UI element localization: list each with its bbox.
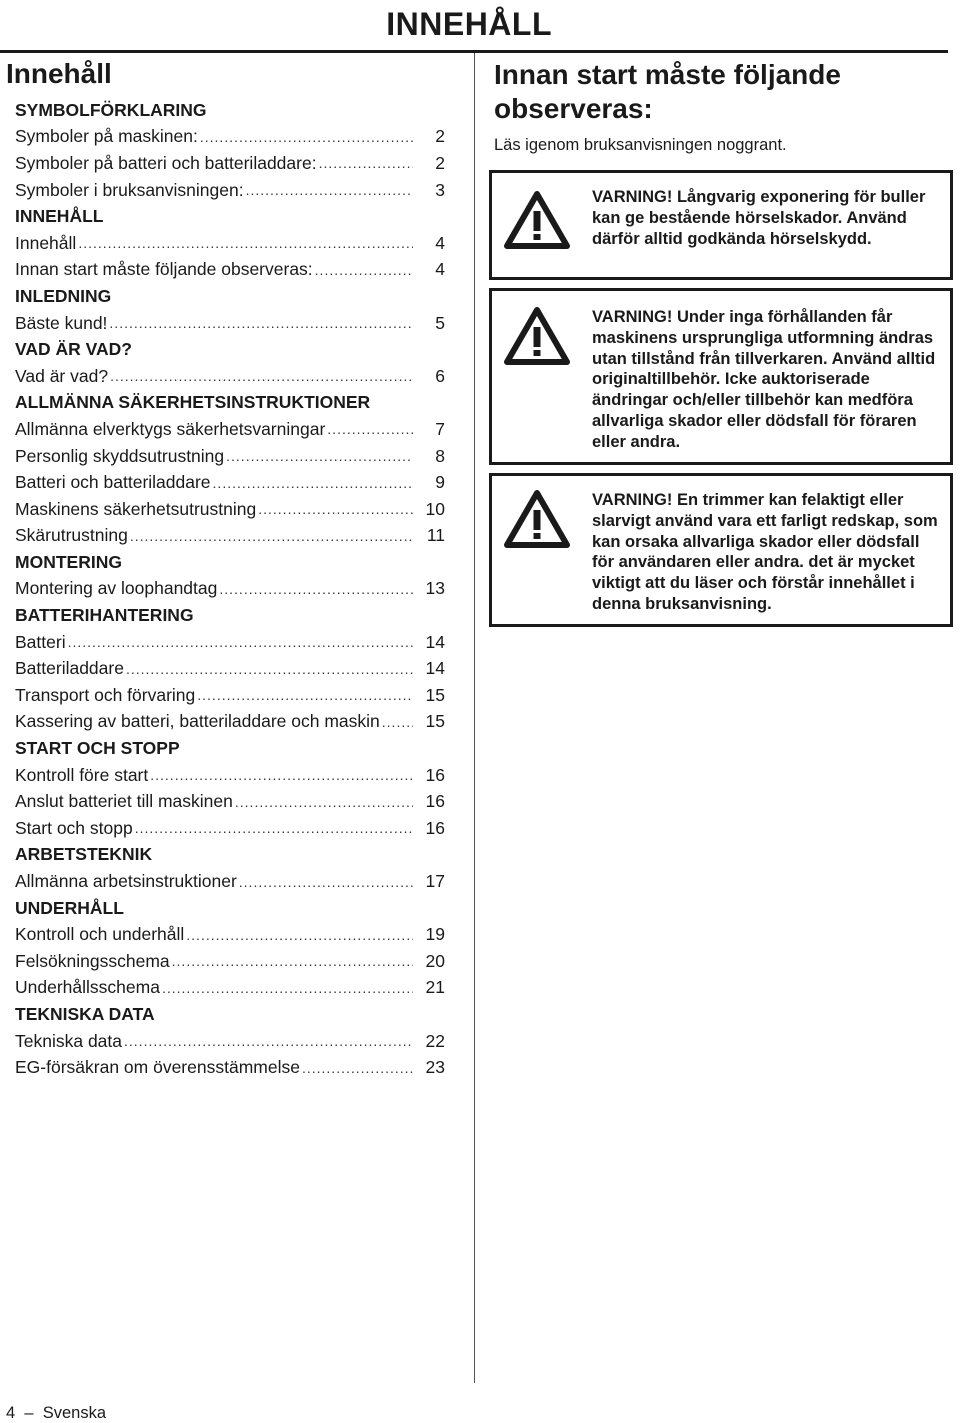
- toc-entry[interactable]: [15, 496, 445, 523]
- toc-entry[interactable]: [15, 709, 445, 736]
- toc-dot-leader: [219, 581, 413, 597]
- toc-dot-leader: [172, 953, 413, 969]
- toc-list: [15, 97, 445, 1081]
- toc-entry-title: Personlig skyddsutrustning: [15, 445, 225, 466]
- toc-dot-leader: [130, 528, 413, 544]
- toc-page-number: 20: [425, 950, 445, 971]
- toc-dot-leader: [213, 475, 413, 491]
- toc-entry[interactable]: [15, 469, 445, 496]
- toc-entry-title: Symboler på batteri och batteriladdare:: [15, 152, 317, 173]
- toc-page-number: 2: [435, 152, 445, 173]
- toc-dot-leader: [186, 927, 413, 943]
- warning-label: VARNING!: [592, 188, 673, 206]
- toc-entry[interactable]: [15, 150, 445, 177]
- toc-entry[interactable]: [15, 257, 445, 284]
- toc-section-heading: [15, 283, 445, 310]
- toc-entry[interactable]: [15, 762, 445, 789]
- toc-page-number: 23: [425, 1057, 445, 1078]
- toc-entry-title: ARBETSTEKNIK: [15, 844, 153, 865]
- toc-page-number: 15: [425, 711, 445, 732]
- toc-entry-title: Kontroll och underhåll: [15, 924, 185, 945]
- toc-entry[interactable]: [15, 682, 445, 709]
- toc-entry-title: Anslut batteriet till maskinen: [15, 791, 233, 812]
- toc-entry-title: Felsökningsschema: [15, 950, 170, 971]
- toc-entry[interactable]: [15, 788, 445, 815]
- toc-page-number: 16: [425, 764, 445, 785]
- toc-page-number: 3: [435, 179, 445, 200]
- warning-box-danger: [489, 473, 953, 627]
- toc-entry-title: Allmänna arbetsinstruktioner: [15, 871, 237, 892]
- toc-entry-title: TEKNISKA DATA: [15, 1003, 155, 1024]
- toc-page-number: 4: [435, 259, 445, 280]
- toc-dot-leader: [319, 155, 413, 171]
- toc-section-heading: [15, 842, 445, 869]
- toc-entry-title: Innan start måste följande observeras:: [15, 259, 313, 280]
- toc-page-number: 22: [425, 1030, 445, 1051]
- warning-body: En trimmer kan felaktigt eller slarvigt använd vara ett farligt redskap, som kan orsaka allvarliga skador eller dödsfall för användaren eller andra. det är mycket viktigt att du läser och förstår innehållet i denna bruksanvisning.: [592, 491, 938, 613]
- toc-dot-leader: [302, 1060, 413, 1076]
- toc-entry-title: INNEHÅLL: [15, 206, 104, 227]
- warning-text-modification: [592, 307, 940, 453]
- toc-dot-leader: [126, 661, 413, 677]
- toc-page-number: 19: [425, 924, 445, 945]
- toc-page-number: 15: [425, 684, 445, 705]
- toc-entry-title: SYMBOLFÖRKLARING: [15, 99, 207, 120]
- toc-entry-title: Underhållsschema: [15, 977, 160, 998]
- toc-dot-leader: [150, 767, 413, 783]
- toc-section-heading: [15, 895, 445, 922]
- warning-label: VARNING!: [592, 308, 673, 326]
- toc-page-number: 14: [425, 658, 445, 679]
- before-start-section: [494, 58, 956, 155]
- toc-dot-leader: [124, 1033, 413, 1049]
- warning-box-modification: [489, 288, 953, 465]
- toc-dot-leader: [68, 634, 413, 650]
- toc-entry-title: UNDERHÅLL: [15, 897, 124, 918]
- toc-page-number: 5: [435, 312, 445, 333]
- footer-page-number: 4: [6, 1404, 16, 1422]
- toc-entry-title: Symboler på maskinen:: [15, 126, 198, 147]
- toc-entry-title: INLEDNING: [15, 285, 112, 306]
- toc-page-number: 7: [435, 418, 445, 439]
- toc-entry[interactable]: [15, 124, 445, 151]
- toc-page-number: 11: [426, 525, 445, 546]
- page-section-title: INNEHÅLL: [386, 6, 552, 42]
- toc-section-heading: [15, 735, 445, 762]
- before-start-intro: Läs igenom bruksanvisningen noggrant.: [494, 136, 787, 154]
- toc-entry-title: START OCH STOPP: [15, 738, 180, 759]
- toc-entry[interactable]: [15, 868, 445, 895]
- toc-page-number: 21: [425, 977, 445, 998]
- toc-entry-title: Symboler i bruksanvisningen:: [15, 179, 244, 200]
- toc-page-number: 8: [435, 445, 445, 466]
- toc-dot-leader: [327, 421, 413, 437]
- toc-entry[interactable]: [15, 948, 445, 975]
- toc-section-heading: [15, 1001, 445, 1028]
- toc-dot-leader: [235, 794, 413, 810]
- toc-entry[interactable]: [15, 1028, 445, 1055]
- toc-entry-title: Batteri: [15, 631, 66, 652]
- toc-entry-title: Start och stopp: [15, 817, 133, 838]
- toc-entry-title: Batteriladdare: [15, 658, 124, 679]
- toc-entry[interactable]: [15, 975, 445, 1002]
- warning-text-hearing: [592, 187, 940, 249]
- toc-page-number: 9: [435, 472, 445, 493]
- toc-dot-leader: [197, 687, 413, 703]
- toc-page-number: 2: [435, 126, 445, 147]
- toc-entry-title: Montering av loophandtag: [15, 578, 218, 599]
- warning-body: Långvarig exponering för buller kan ge bestående hörselskador. Använd därför alltid godkända hörselskydd.: [592, 188, 926, 248]
- toc-page-number: 14: [425, 631, 445, 652]
- toc-page-number: 6: [435, 365, 445, 386]
- toc-page-number: 16: [425, 817, 445, 838]
- warning-text-danger: [592, 490, 940, 615]
- toc-entry[interactable]: [15, 1054, 445, 1081]
- page-footer: [6, 1404, 106, 1423]
- toc-page-number: 16: [425, 791, 445, 812]
- toc-entry[interactable]: [15, 576, 445, 603]
- toc-entry-title: BATTERIHANTERING: [15, 605, 194, 626]
- toc-entry-title: Tekniska data: [15, 1030, 123, 1051]
- toc-dot-leader: [315, 262, 413, 278]
- toc-dot-leader: [135, 820, 413, 836]
- toc-section-heading: [15, 390, 445, 417]
- toc-entry-title: Bäste kund!: [15, 312, 108, 333]
- before-start-title: Innan start måste följande observeras:: [494, 59, 841, 124]
- toc-entry-title: VAD ÄR VAD?: [15, 339, 132, 360]
- toc-section-heading: [15, 336, 445, 363]
- toc-page-number: 4: [435, 232, 445, 253]
- toc-entry-title: Vad är vad?: [15, 365, 109, 386]
- toc-page-number: 13: [425, 578, 445, 599]
- toc-page-number: 10: [425, 498, 445, 519]
- toc-section-heading: [15, 97, 445, 124]
- toc-section-heading: [15, 602, 445, 629]
- toc-entry-title: Allmänna elverktygs säkerhetsvarningar: [15, 418, 326, 439]
- warning-body: Under inga förhållanden får maskinens ursprungliga utformning ändras utan tillstånd från tillverkaren. Använd alltid originaltillbehör. Icke auktoriserade ändringar och/eller tillbehör kan medföra allvarliga skador eller dödsfall för föraren eller andra.: [592, 308, 936, 451]
- toc-dot-leader: [110, 368, 413, 384]
- column-divider: [474, 53, 475, 1383]
- toc-entry[interactable]: [15, 655, 445, 682]
- toc-entry-title: Batteri och batteriladdare: [15, 472, 211, 493]
- toc-section-heading: [15, 549, 445, 576]
- warning-triangle-icon: [504, 307, 570, 365]
- toc-entry[interactable]: [15, 310, 445, 337]
- toc-entry-title: MONTERING: [15, 551, 122, 572]
- toc-dot-leader: [200, 129, 413, 145]
- footer-dash: –: [19, 1404, 39, 1422]
- toc-entry-title: Skärutrustning: [15, 525, 128, 546]
- toc-entry[interactable]: [15, 363, 445, 390]
- warning-label: VARNING!: [592, 491, 673, 509]
- toc-entry-title: Kassering av batteri, batteriladdare och maskin: [15, 711, 380, 732]
- toc-entry-title: Transport och förvaring: [15, 684, 196, 705]
- toc-dot-leader: [226, 448, 413, 464]
- toc-entry-title: EG-försäkran om överensstämmelse: [15, 1057, 300, 1078]
- toc-entry-title: Maskinens säkerhetsutrustning: [15, 498, 257, 519]
- toc-title: Innehåll: [6, 58, 112, 89]
- toc-entry[interactable]: [15, 815, 445, 842]
- toc-entry[interactable]: [15, 416, 445, 443]
- toc-entry[interactable]: [15, 177, 445, 204]
- warning-triangle-icon: [504, 191, 570, 249]
- toc-dot-leader: [109, 315, 413, 331]
- warning-triangle-icon: [504, 490, 570, 548]
- toc-page-number: 17: [425, 871, 445, 892]
- toc-dot-leader: [258, 501, 413, 517]
- toc-entry-title: Kontroll före start: [15, 764, 149, 785]
- toc-entry[interactable]: [15, 629, 445, 656]
- toc-entry[interactable]: [15, 230, 445, 257]
- toc-dot-leader: [78, 235, 413, 251]
- toc-dot-leader: [246, 182, 413, 198]
- toc-entry-title: Innehåll: [15, 232, 77, 253]
- warning-box-hearing: [489, 170, 953, 280]
- toc-entry[interactable]: [15, 523, 445, 550]
- toc-entry[interactable]: [15, 443, 445, 470]
- footer-language: Svenska: [42, 1404, 107, 1422]
- toc-section-heading: [15, 203, 445, 230]
- toc-entry-title: ALLMÄNNA SÄKERHETSINSTRUKTIONER: [15, 392, 371, 413]
- toc-entry[interactable]: [15, 921, 445, 948]
- toc-dot-leader: [239, 874, 413, 890]
- toc-dot-leader: [162, 980, 413, 996]
- toc-dot-leader: [382, 714, 413, 730]
